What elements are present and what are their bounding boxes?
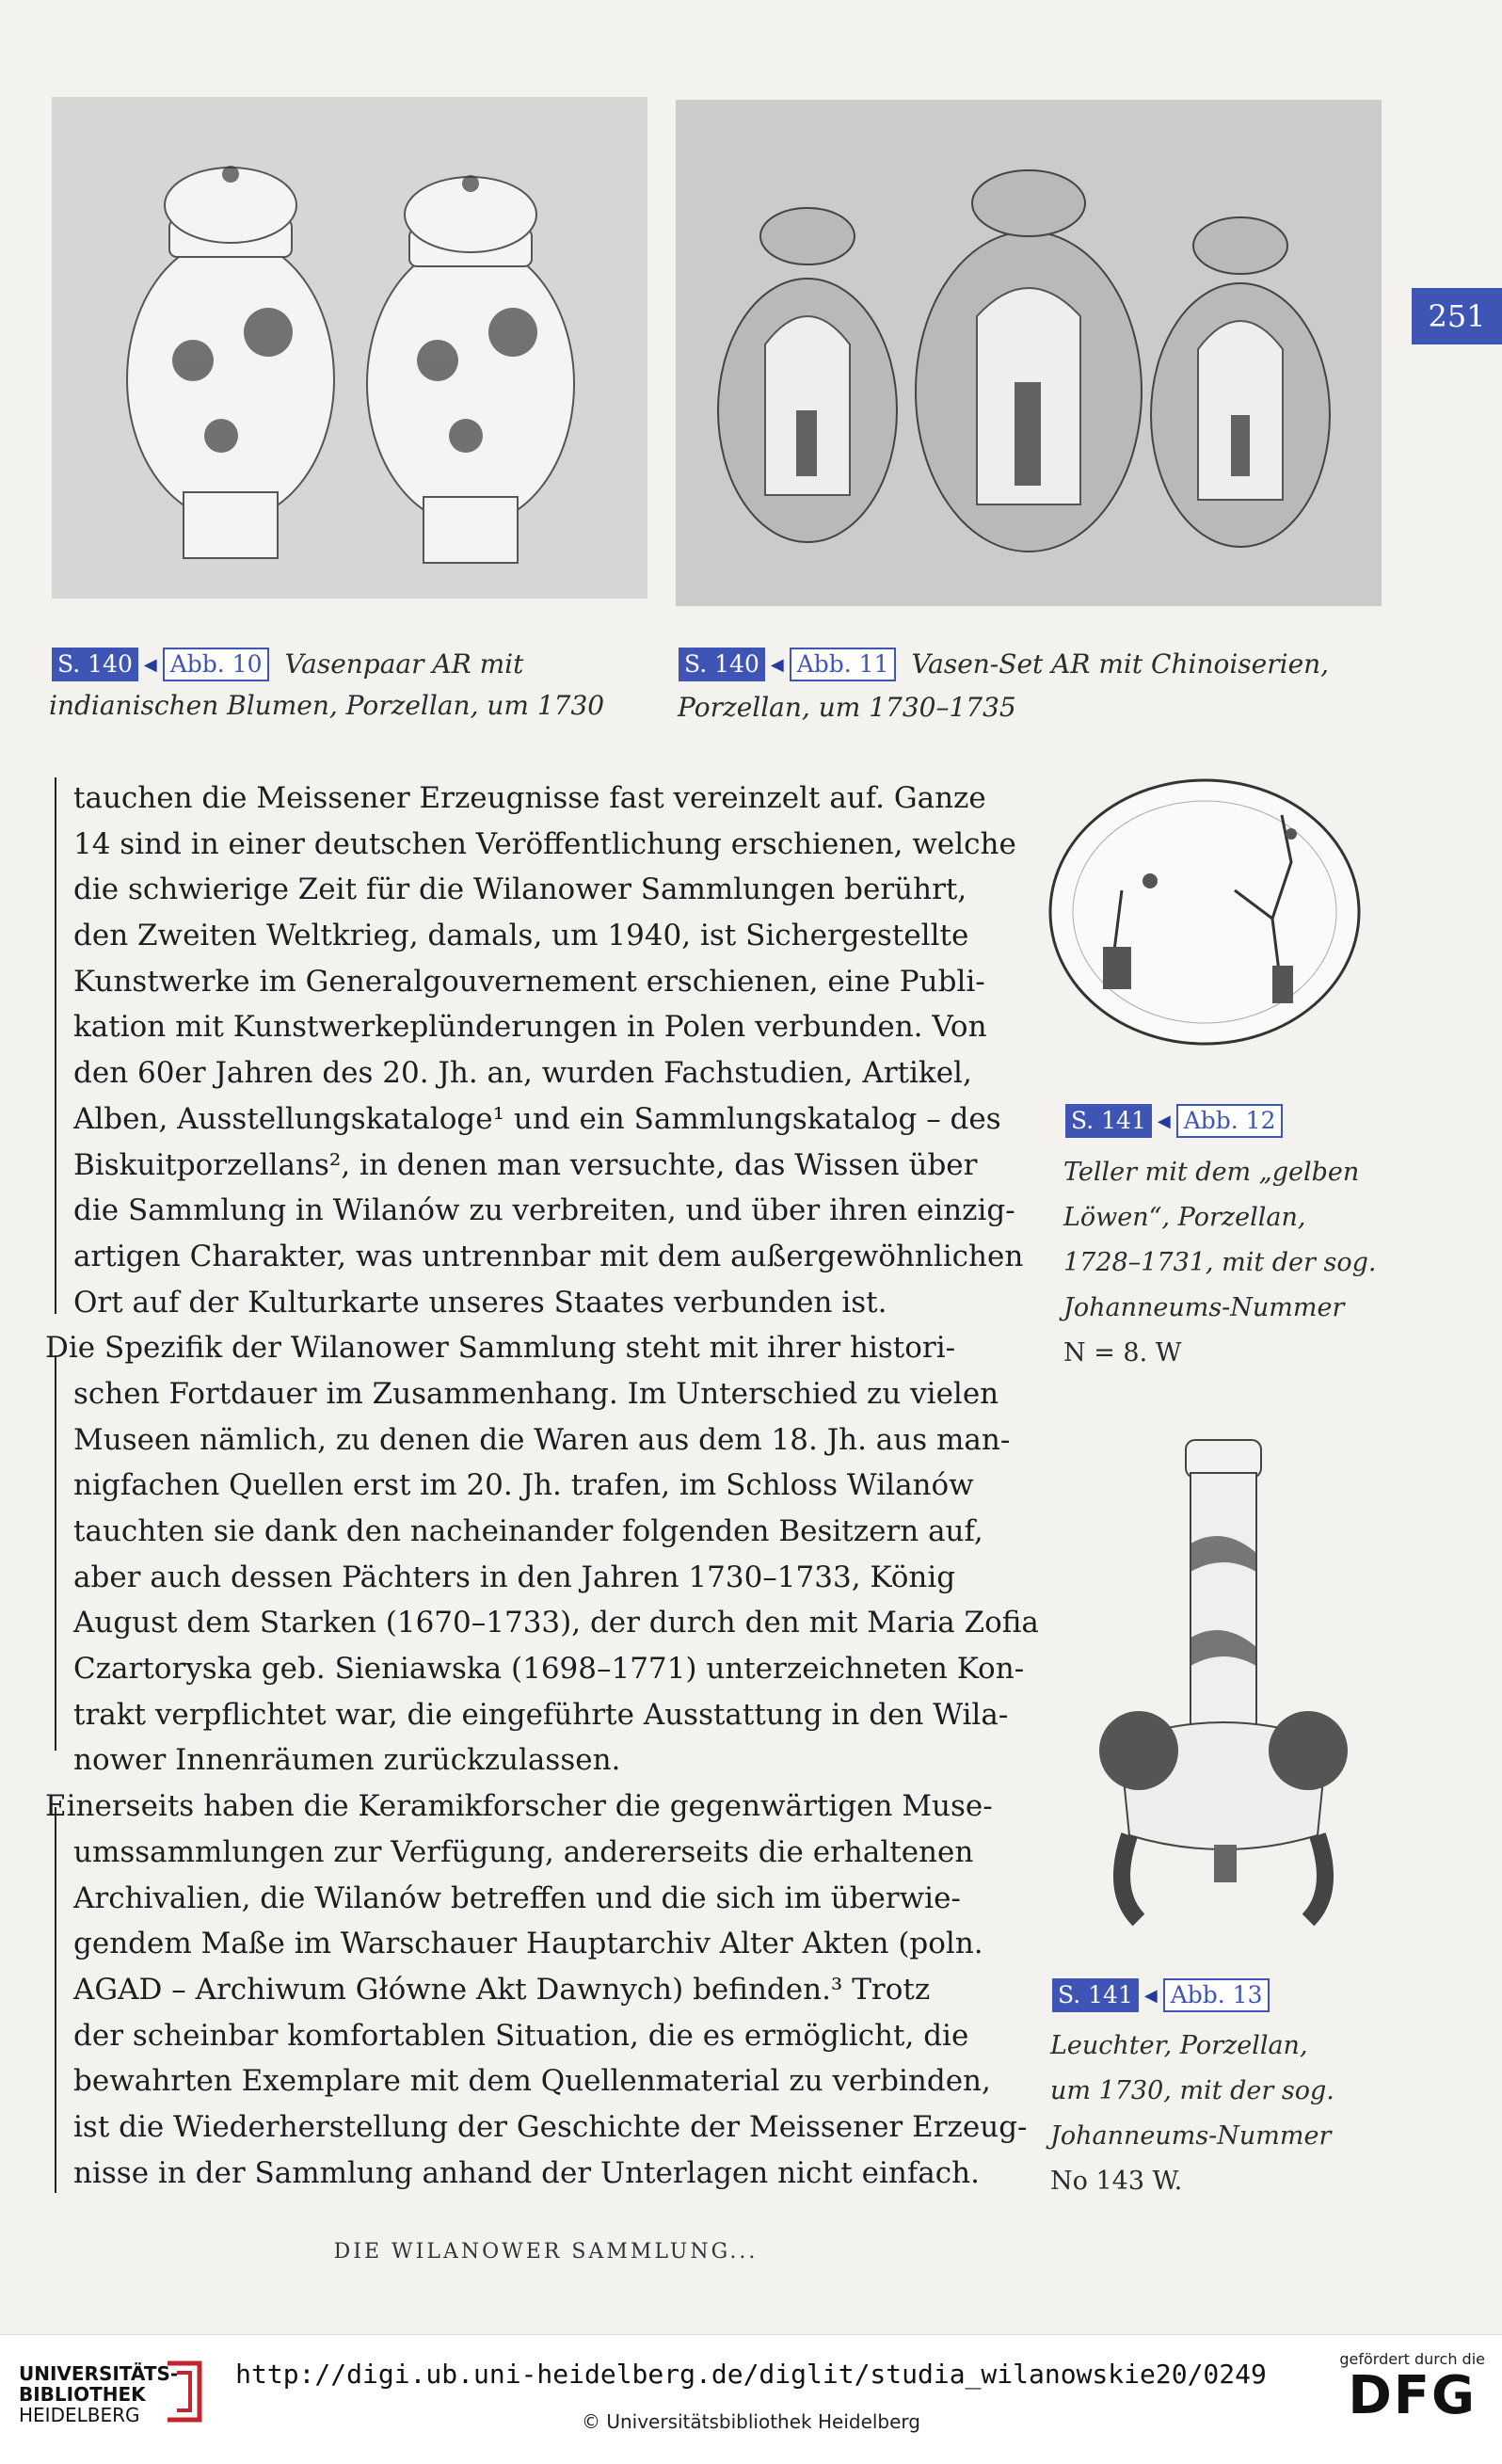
library-logo: UNIVERSITÄTS- BIBLIOTHEK HEIDELBERG [19,2362,179,2426]
text-line: die Sammlung in Wilanów zu verbreiten, und über ihren einzig- [73,1193,1015,1228]
figure-tag-abb-11 [679,642,1329,687]
text-line: tauchten sie dank den nacheinander folgenden Besitzern auf, [73,1514,983,1548]
text-line: Die Spezifik der Wilanower Sammlung steht mit ihrer histori- [45,1331,956,1366]
text-line: den 60er Jahren des 20. Jh. an, wurden Fachstudien, Artikel, [73,1056,972,1091]
text-line: Ort auf der Kulturkarte unseres Staates verbunden ist. [73,1285,887,1320]
figure-number-badge: Abb. 13 [1163,1978,1270,2012]
candlestick-illustration [1082,1431,1365,1939]
text-line: gendem Maße im Warschauer Hauptarchiv Alter Akten (poln. [73,1927,983,1961]
section-ref-badge: S. 140 [52,648,138,681]
text-line: Museen nämlich, zu denen die Waren aus dem 18. Jh. aus man- [73,1422,1011,1457]
photo-vase-pair [52,97,647,599]
text-line: 14 sind in einer deutschen Veröffentlichung erschienen, welche [73,826,1016,861]
text-line: artigen Charakter, was untrennbar mit dem außergewöhnlichen [73,1239,1024,1273]
text-line: Alben, Ausstellungskataloge¹ und ein Sammlungskatalog – des [73,1101,1001,1136]
text-line: schen Fortdauer im Zusammenhang. Im Unterschied zu vielen [73,1376,999,1411]
figure-caption-abb-13: Leuchter, Porzellan, um 1730, mit der sog. Johanneums-Nummer No 143 W. [1050,2031,1334,2196]
text-line: trakt verpflichtet war, die eingeführte Ausstattung in den Wila- [73,1697,1009,1732]
text-line: August dem Starken (1670–1733), der durch den mit Maria Zofia [73,1606,1039,1640]
text-line: der scheinbar komfortablen Situation, die es ermöglicht, die [73,2018,969,2053]
source-url-link[interactable]: http://digi.ub.uni-heidelberg.de/diglit/studia_wilanowskie20/0249 [235,2359,1267,2390]
page-number: 251 [1412,288,1502,344]
margin-rule [55,777,56,1314]
body-text [45,776,1039,2196]
text-line: nigfachen Quellen erst im 20. Jh. trafen, im Schloss Wilanów [73,1468,974,1503]
section-ref-badge: S. 140 [679,648,765,681]
text-line: nisse in der Sammlung anhand der Unterlagen nicht einfach. [73,2155,980,2190]
figure-number-badge: Abb. 10 [163,648,270,681]
text-line: aber auch dessen Pächters in den Jahren 1730–1733, König [73,1560,956,1594]
text-line: AGAD – Archiwum Główne Akt Dawnych) befinden.³ Trotz [73,1972,931,2007]
text-line: die schwierige Zeit für die Wilanower Sammlungen berührt, [73,872,967,907]
running-title: DIE WILANOWER SAMMLUNG... [333,2240,759,2264]
arrow-left-icon: ◀ [1157,1111,1171,1131]
text-line: nower Innenräumen zurückzulassen. [73,1743,621,1778]
photo-candlestick [1082,1431,1365,1939]
text-line: Czartoryska geb. Sieniawska (1698–1771) unterzeichneten Kon- [73,1652,1025,1687]
figure-tag-abb-10 [52,642,523,687]
text-line: bewahrten Exemplare mit dem Quellenmaterial zu verbinden, [73,2064,991,2099]
figure-caption-line: indianischen Blumen, Porzellan, um 1730 [49,690,605,721]
arrow-left-icon: ◀ [770,654,784,675]
section-ref-badge: S. 141 [1052,1978,1139,2012]
text-line: Biskuitporzellans², in denen man versuchte, das Wissen über [73,1147,978,1182]
arrow-left-icon: ◀ [143,654,157,675]
digitization-footer [0,2334,1502,2464]
text-line: Einerseits haben die Keramikforscher die gegenwärtigen Muse- [45,1789,993,1824]
figure-caption-line: Vasenpaar AR mit [284,648,524,680]
photo-vase-set [676,100,1382,606]
figure-tag-abb-13 [1052,1978,1270,2012]
margin-rule [55,1355,56,1751]
figure-caption-line: Vasen-Set AR mit Chinoiserien, [911,648,1330,680]
text-line: tauchen die Meissener Erzeugnisse fast vereinzelt auf. Ganze [73,781,986,815]
section-ref-badge: S. 141 [1065,1104,1152,1138]
copyright-notice: © Universitätsbibliothek Heidelberg [581,2410,920,2433]
text-line: Kunstwerke im Generalgouvernement erschienen, eine Publi- [73,964,985,999]
text-line: umssammlungen zur Verfügung, andererseits die erhaltenen [73,1834,974,1869]
margin-rule [55,1807,56,2193]
vase-set-illustration [676,100,1382,606]
photo-plate [1047,777,1363,1047]
figure-tag-abb-12 [1065,1104,1283,1138]
text-line: den Zweiten Weltkrieg, damals, um 1940, ist Sichergestellte [73,919,969,953]
text-line: kation mit Kunstwerkeplünderungen in Polen verbunden. Von [73,1010,987,1045]
plate-illustration [1047,777,1363,1047]
dfg-logo: gefördert durch die DFG [1339,2350,1485,2426]
figure-caption-line: Porzellan, um 1730–1735 [678,692,1016,723]
vase-pair-illustration [52,97,647,599]
figure-number-badge: Abb. 11 [790,648,897,681]
figure-caption-abb-12: Teller mit dem „gelben Löwen“, Porzellan, 1728–1731, mit der sog. Johanneums-Nummer N = 8. W [1063,1158,1377,1368]
text-line: ist die Wiederherstellung der Geschichte der Meissener Erzeug- [73,2109,1028,2144]
figure-number-badge: Abb. 12 [1176,1104,1284,1138]
arrow-left-icon: ◀ [1143,1985,1158,2006]
text-line: Archivalien, die Wilanów betreffen und die sich im überwie- [73,1880,961,1915]
